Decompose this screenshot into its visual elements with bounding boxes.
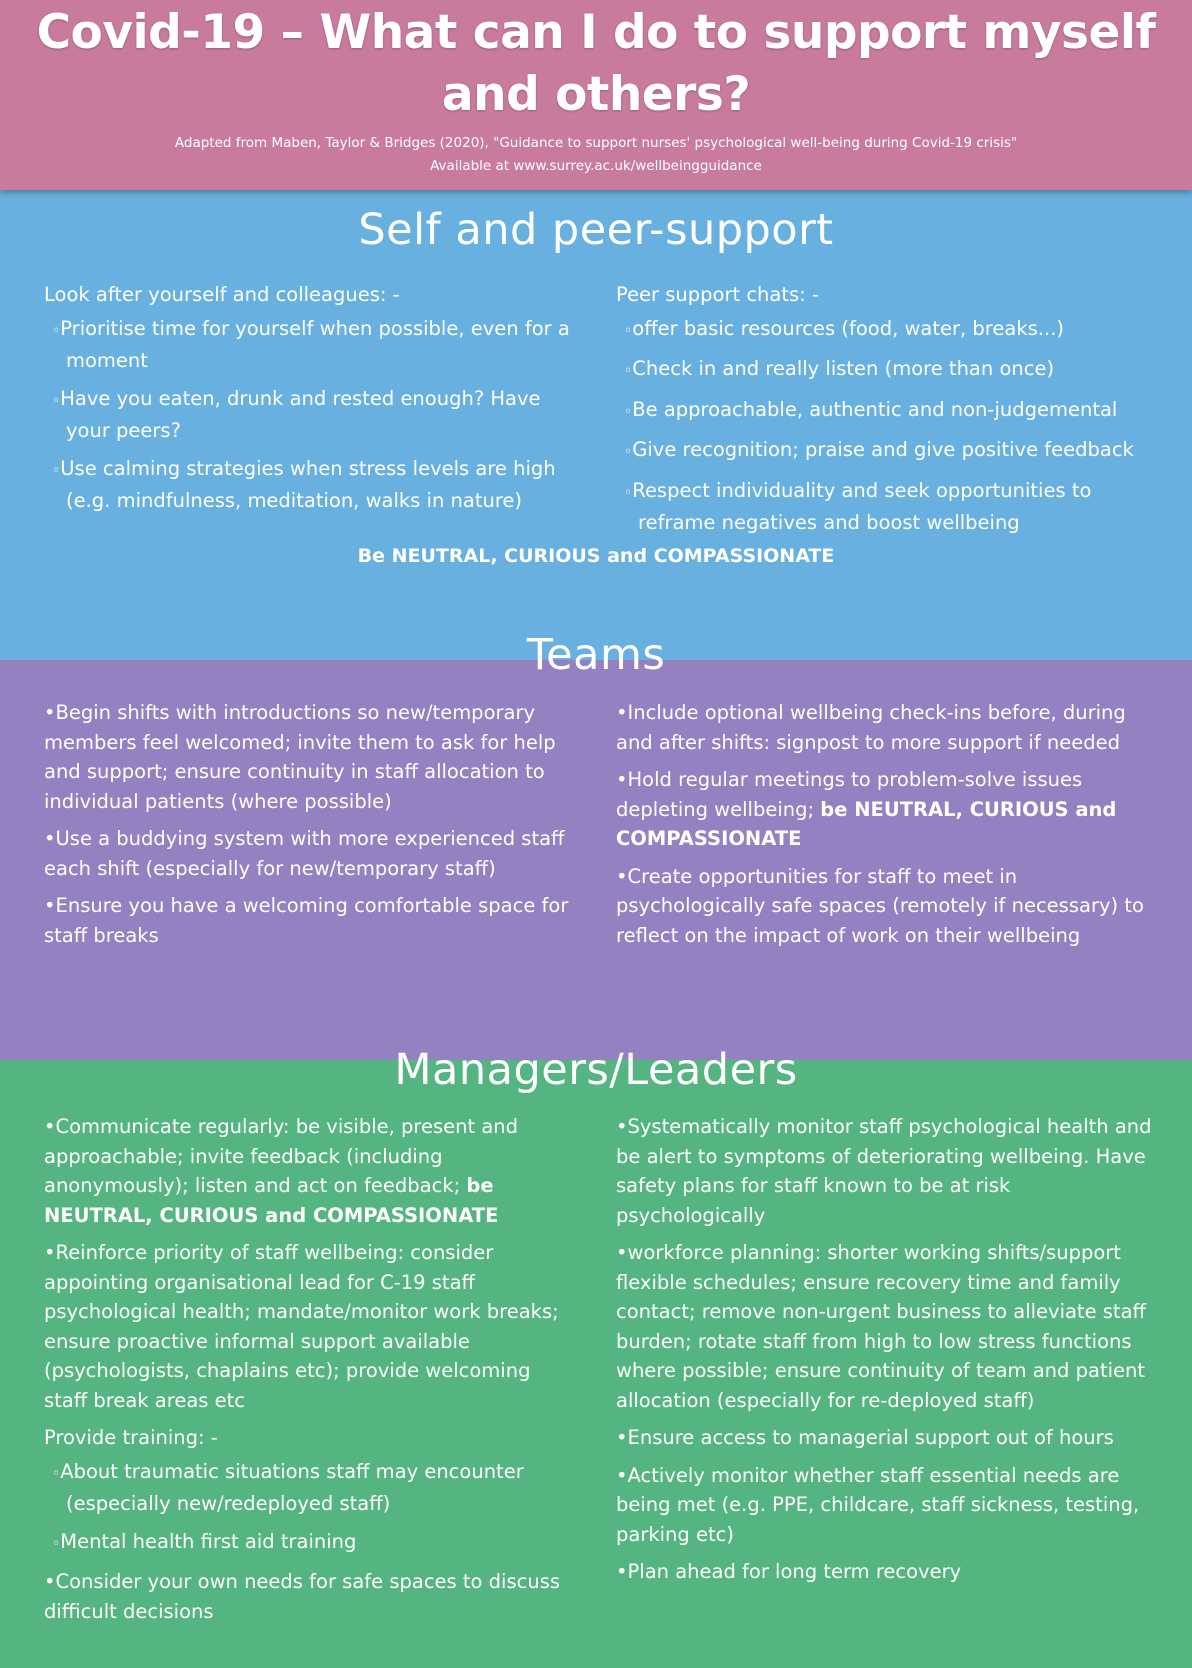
motto-emphasis: be NEUTRAL, CURIOUS and COMPASSIONATE [616,797,1117,850]
list-item: ◦ About traumatic situations staff may encounter (especially new/redeployed staff) [44,1457,574,1519]
list-item: ◦ Give recognition; praise and give positive feedback [616,435,1156,468]
list-item: ◦ Be approachable, authentic and non-judgemental [616,395,1156,428]
title-line-1: Covid-19 – What can I do to support myself [36,5,1156,60]
self-care-column [44,280,584,524]
list-item: ◦ Use calming strategies when stress levels are high (e.g. mindfulness, meditation, walks in nature) [44,454,584,516]
list-item [616,765,1156,854]
list-item: • Actively monitor whether staff essential needs are being met (e.g. PPE, childcare, staff sickness, testing, parking etc) [616,1461,1156,1550]
list-item: ◦ Mental health first aid training [44,1527,574,1560]
citation-url: Available at www.surrey.ac.uk/wellbeingguidance [430,158,762,174]
list-item: • Plan ahead for long term recovery [616,1557,1156,1587]
section-title-managers: Managers/Leaders [394,1045,798,1095]
list-item: • Begin shifts with introductions so new/temporary members feel welcomed; invite them to ask for help and support; ensure continuity in staff allocation to individual patients (where possible) [44,698,574,816]
list-item: ◦ Prioritise time for yourself when possible, even for a moment [44,314,584,376]
section-title-self-peer: Self and peer-support [358,205,834,255]
section-title-teams: Teams [526,630,666,680]
list-item: • Systematically monitor staff psychological health and be alert to symptoms of deteriorating wellbeing. Have safety plans for staff known to be at risk psychologically [616,1112,1156,1230]
managers-right-column [616,1112,1156,1595]
citation-source: Adapted from Maben, Taylor & Bridges (2020), "Guidance to support nurses' psychological well-being during Covid-19 crisis" [174,135,1018,151]
poster-header [0,0,1192,190]
list-item: • Consider your own needs for safe spaces to discuss difficult decisions [44,1567,574,1626]
poster-title [0,0,1192,126]
list-item: ◦ Respect individuality and seek opportunities to reframe negatives and boost wellbeing [616,476,1156,538]
self-care-lead: Look after yourself and colleagues: - [44,283,400,306]
title-line-2: and others? [441,67,751,122]
list-item: • Use a buddying system with more experienced staff each shift (especially for new/temporary staff) [44,824,574,883]
item-text: Communicate regularly: be visible, present and approachable; invite feedback (including anonymously); listen and act on feedback; [44,1115,519,1197]
training-lead: Provide training: - [44,1426,218,1449]
item-text: Hold regular meetings to problem-solve issues depleting wellbeing; [616,768,1083,821]
list-item: • Ensure you have a welcoming comfortable space for staff breaks [44,891,574,950]
list-item: • Include optional wellbeing check-ins before, during and after shifts: signpost to more support if needed [616,698,1156,757]
list-item [44,1112,574,1230]
motto: Be NEUTRAL, CURIOUS and COMPASSIONATE [357,545,835,567]
list-item: • Ensure access to managerial support out of hours [616,1423,1156,1453]
list-item: ◦ Check in and really listen (more than once) [616,354,1156,387]
managers-left-column [44,1112,574,1634]
teams-right-column [616,698,1156,958]
citation [0,132,1192,178]
list-item: • Create opportunities for staff to meet in psychologically safe spaces (remotely if necessary) to reflect on the impact of work on their wellbeing [616,862,1156,951]
peer-support-lead: Peer support chats: - [616,283,819,306]
list-item: ◦ offer basic resources (food, water, breaks...) [616,314,1156,347]
list-item: ◦ Have you eaten, drunk and rested enough? Have your peers? [44,384,584,446]
motto-emphasis: be NEUTRAL, CURIOUS and COMPASSIONATE [44,1174,499,1227]
teams-left-column [44,698,574,958]
list-item: • Reinforce priority of staff wellbeing: consider appointing organisational lead for C-19 staff psychological health; mandate/monitor work breaks; ensure proactive informal support available (psychologists, chaplains etc); provide welcoming staff break areas etc [44,1238,574,1415]
peer-support-column [616,280,1156,546]
list-item: • workforce planning: shorter working shifts/support flexible schedules; ensure recovery time and family contact; remove non-urgent business to alleviate staff burden; rotate staff from high to low stress functions where possible; ensure continuity of team and patient allocation (especially for re-deployed staff) [616,1238,1156,1415]
